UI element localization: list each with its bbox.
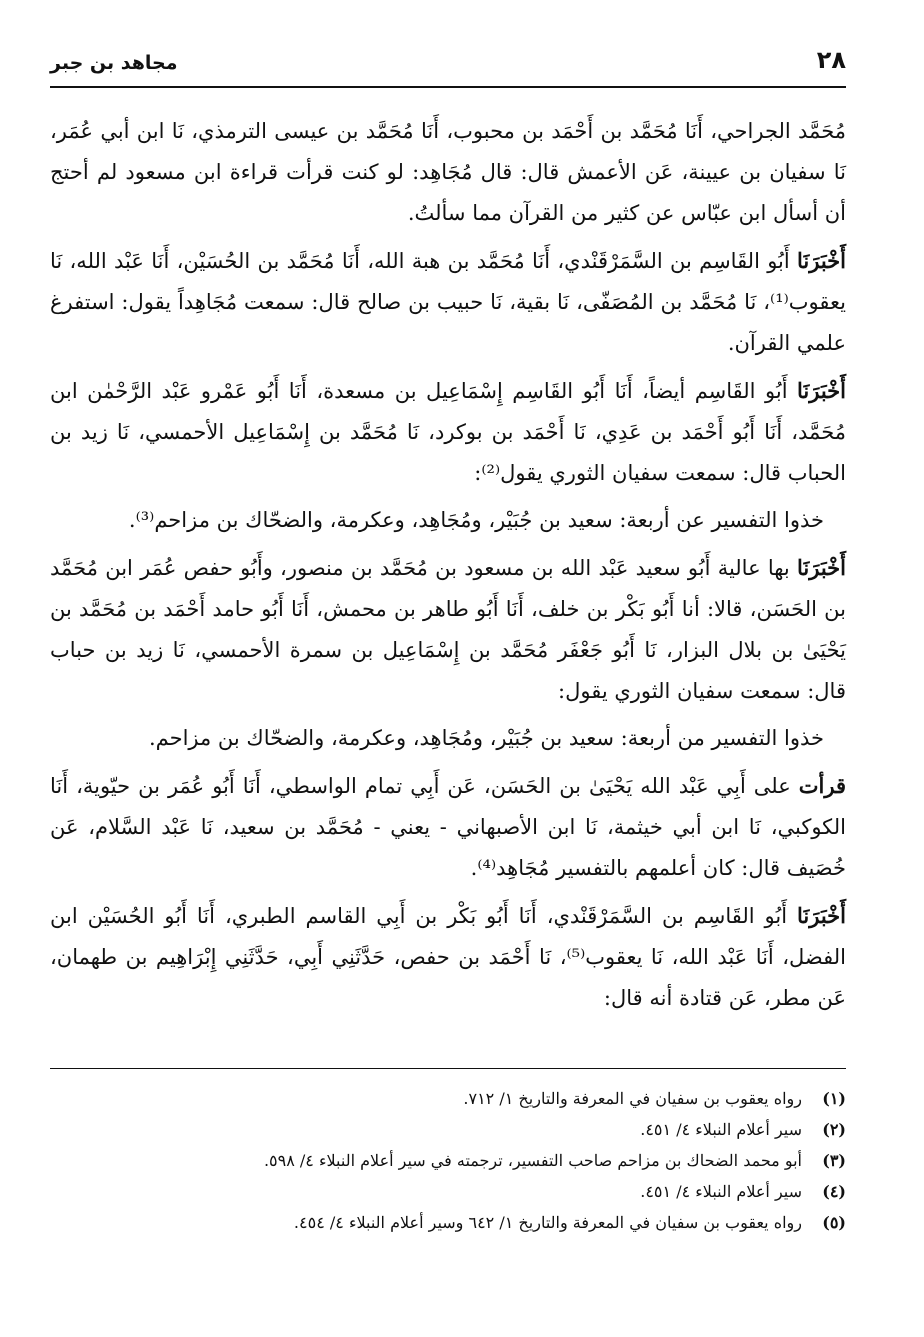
paragraph-text: مُحَمَّد الجراحي، أَنَا مُحَمَّد بن أَحْمَد بن محبوب، أَنَا مُحَمَّد بن عيسى الترمذي، نَا ابن أبي عُمَر، نَا سفيان بن عيينة، عَن الأعمش قال: قال مُجَاهِد: لو كنت قرأت قراءة ابن مسعود لم أحتج أن أسأل ابن عبّاس عن كثير من القرآن مما سألتُ. — [50, 119, 846, 225]
paragraph — [50, 110, 846, 234]
paragraph-lead: أَخْبَرَنَا — [797, 248, 846, 273]
footnote — [50, 1176, 846, 1207]
footnote-text: رواه يعقوب بن سفيان في المعرفة والتاريخ ١/ ٦٤٢ وسير أعلام النبلاء ٤/ ٤٥٤. — [293, 1213, 802, 1232]
paragraph-text: أَبُو القَاسِم أيضاً، أَنَا أَبُو القَاسِم إِسْمَاعِيل بن مسعدة، أَنَا أَبُو عَمْرو عَبْد الرَّحْمٰن ابن مُحَمَّد، أَنَا أَبُو أَحْمَد بن عَدِي، نَا أَحْمَد بن بوكرد، نَا مُحَمَّد بن إِسْمَاعِيل الأحمسي، نَا زيد بن الحباب قال: سمعت سفيان الثوري يقول⁽²⁾: — [50, 379, 846, 485]
body-text — [50, 110, 846, 1025]
paragraph-lead: أَخْبَرَنَا — [797, 555, 846, 580]
page-number: ٢٨ — [816, 46, 846, 74]
footnote — [50, 1145, 846, 1176]
paragraph-text: أَبُو القَاسِم بن السَّمَرْقَنْدي، أَنَا مُحَمَّد بن هبة الله، أَنَا مُحَمَّد بن الحُسَيْن، أَنَا عَبْد الله، نَا يعقوب⁽¹⁾، نَا مُحَمَّد بن المُصَفّى، نَا بقية، نَا حبيب بن صالح قال: سمعت مُجَاهِداً يقول: استفرغ علمي القرآن. — [50, 249, 846, 355]
footnote — [50, 1207, 846, 1238]
footnote — [50, 1083, 846, 1114]
paragraph — [50, 370, 846, 494]
quoted-paragraph — [50, 718, 846, 759]
footnote-text: سير أعلام النبلاء ٤/ ٤٥١. — [640, 1182, 802, 1201]
paragraph-text: على أَبِي عَبْد الله يَحْيَىٰ بن الحَسَن، عَن أَبِي تمام الواسطي، أَنَا أَبُو عُمَر بن حيّوية، أَنَا الكوكبي، نَا ابن أبي خيثمة، نَا ابن الأصبهاني - يعني - مُحَمَّد بن سعيد، نَا عَبْد السَّلام، عَن خُصَيف قال: كان أعلمهم بالتفسير مُجَاهِد⁽⁴⁾. — [50, 774, 846, 880]
footnotes — [50, 1068, 846, 1238]
book-title: مجاهد بن جبر — [50, 52, 178, 74]
paragraph-text: خذوا التفسير من أربعة: سعيد بن جُبَيْر، ومُجَاهِد، وعكرمة، والضحّاك بن مزاحم. — [148, 726, 824, 750]
paragraph-text: بها عالية أَبُو سعيد عَبْد الله بن مسعود بن مُحَمَّد بن منصور، وأَبُو حفص عُمَر ابن مُحَمَّد بن الحَسَن، قالا: أنا أَبُو بَكْر بن خلف، أَنَا أَبُو طاهر بن محمش، أَنَا أَبُو حامد أَحْمَد بن مُحَمَّد بن يَحْيَىٰ بن بلال البزار، نَا أَبُو جَعْفَر مُحَمَّد بن إِسْمَاعِيل بن سمرة الأحمسي، نَا زيد بن حباب قال: سمعت سفيان الثوري يقول: — [50, 556, 846, 703]
paragraph — [50, 547, 846, 712]
footnote — [50, 1114, 846, 1145]
paragraph-text: أَبُو القَاسِم بن السَّمَرْقَنْدي، أَنَا أَبُو بَكْر بن أَبِي القاسم الطبري، أَنَا أَبُو الحُسَيْن ابن الفضل، أَنَا عَبْد الله، نَا يعقوب⁽⁵⁾، نَا أَحْمَد بن حفص، حَدَّثَنِي أَبِي، حَدَّثَنِي إِبْرَاهِيم بن طهمان، عَن مطر، عَن قتادة أنه قال: — [50, 904, 846, 1010]
footnote-text: سير أعلام النبلاء ٤/ ٤٥١. — [640, 1120, 802, 1139]
running-header — [50, 44, 846, 88]
footnote-text: رواه يعقوب بن سفيان في المعرفة والتاريخ ١/ ٧١٢. — [463, 1089, 802, 1108]
footnote-number: (١) — [822, 1089, 846, 1108]
footnote-number: (٢) — [822, 1120, 846, 1139]
paragraph-text: خذوا التفسير عن أربعة: سعيد بن جُبَيْر، ومُجَاهِد، وعكرمة، والضحّاك بن مزاحم⁽³⁾. — [128, 508, 824, 532]
footnote-number: (٥) — [822, 1213, 846, 1232]
footnote-number: (٣) — [822, 1151, 846, 1170]
paragraph — [50, 765, 846, 889]
paragraph-lead: أَخْبَرَنَا — [797, 378, 846, 403]
footnote-number: (٤) — [822, 1182, 846, 1201]
paragraph-lead: أَخْبَرَنَا — [797, 903, 846, 928]
quoted-paragraph — [50, 500, 846, 541]
paragraph-lead: قرأت — [798, 773, 846, 798]
paragraph — [50, 240, 846, 364]
paragraph — [50, 895, 846, 1019]
footnote-text: أبو محمد الضحاك بن مزاحم صاحب التفسير، ترجمته في سير أعلام النبلاء ٤/ ٥٩٨. — [263, 1151, 802, 1170]
